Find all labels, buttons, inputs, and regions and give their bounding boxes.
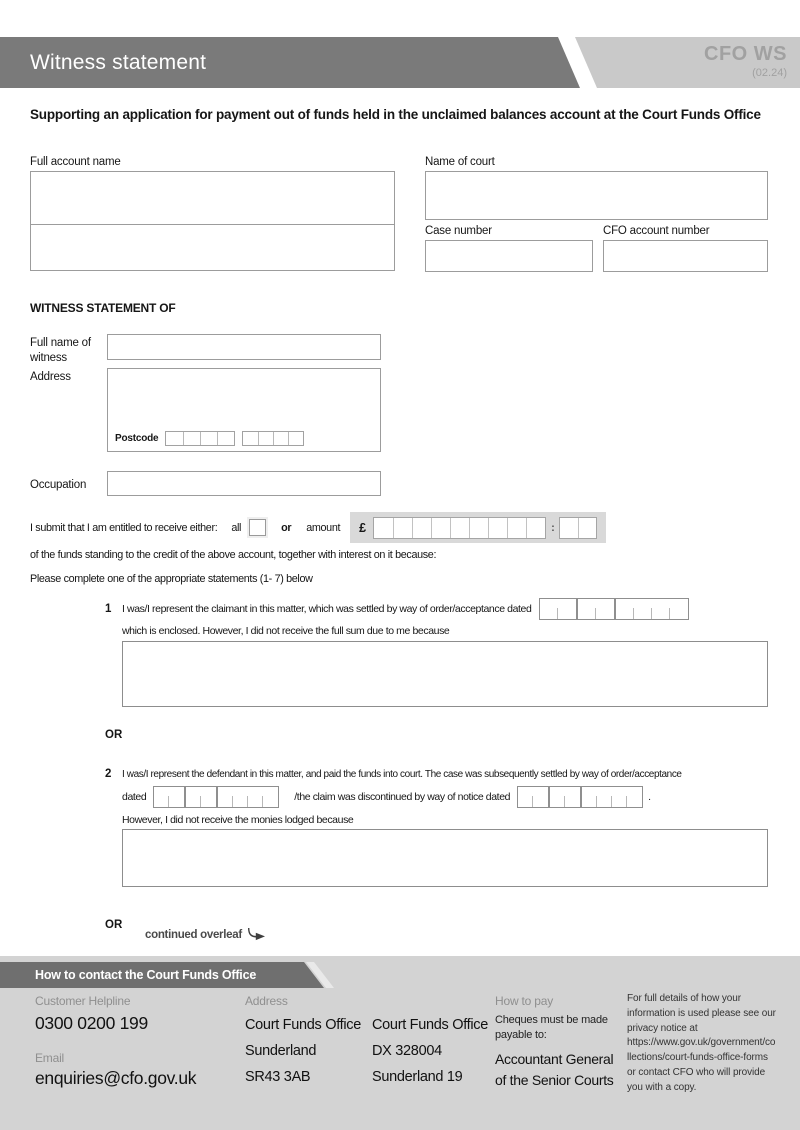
or-label: or <box>281 521 292 534</box>
email-address: enquiries@cfo.gov.uk <box>35 1068 197 1088</box>
or-separator-1: OR <box>105 729 123 741</box>
statement-2-settled-date-field[interactable] <box>153 786 279 808</box>
case-number-label: Case number <box>425 225 492 237</box>
amount-pence-field[interactable] <box>559 517 597 539</box>
form-subtitle: Supporting an application for payment out of funds held in the unclaimed balances account at the Court Funds Office <box>30 107 761 122</box>
or-separator-2: OR <box>105 919 123 931</box>
statement-2-number: 2 <box>105 768 112 780</box>
address-column-label: Address <box>245 994 288 1008</box>
postcode-row <box>115 431 304 446</box>
statement-2-text-1: I was/I represent the defendant in this matter, and paid the funds into court. The case was subsequently settled by way of order/acceptance <box>122 768 682 780</box>
full-account-name-field[interactable] <box>30 171 395 271</box>
postal-address-line: Court Funds Office <box>245 1017 362 1033</box>
statement-1-text-2: which is enclosed. However, I did not receive the full sum due to me because <box>122 625 450 637</box>
amount-pounds-field[interactable] <box>373 517 546 539</box>
dx-address-line: Sunderland 19 <box>372 1069 463 1085</box>
page-title: Witness statement <box>30 50 207 74</box>
full-name-of-witness-label: Full name of witness <box>30 337 91 364</box>
form-version: (02.24) <box>752 67 787 79</box>
pay-note: Cheques must be made payable to: <box>495 1014 608 1041</box>
form-code-block <box>704 43 787 79</box>
payee-name: Accountant General of the Senior Courts <box>495 1051 614 1088</box>
entitlement-intro: I submit that I am entitled to receive either: <box>30 521 218 534</box>
footer-helpline-column <box>35 994 196 1089</box>
occupation-label: Occupation <box>30 479 87 491</box>
footer-pay-column <box>495 994 615 1091</box>
footer <box>0 956 800 1130</box>
footer-dx-address-column <box>372 1012 488 1090</box>
full-name-of-witness-field[interactable] <box>107 334 381 360</box>
statement-2-dated-label: dated <box>122 791 147 803</box>
statement-2-line-1 <box>105 763 682 785</box>
cfo-account-number-label: CFO account number <box>603 225 710 237</box>
helpline-label: Customer Helpline <box>35 994 131 1008</box>
full-account-name-divider <box>31 224 394 225</box>
continued-overleaf-note <box>145 928 266 941</box>
continued-overleaf-text: continued overleaf <box>145 928 242 941</box>
postcode-outward-field[interactable] <box>165 431 235 446</box>
statement-1-text-1: I was/I represent the claimant in this matter, which was settled by way of order/acceptance dated <box>122 603 532 615</box>
header-banner <box>0 37 800 88</box>
name-of-court-field[interactable] <box>425 171 768 220</box>
statement-1-line-1 <box>105 598 689 620</box>
postal-address-line: SR43 3AB <box>245 1069 311 1085</box>
name-of-court-label: Name of court <box>425 156 495 168</box>
statement-2-notice-date-field[interactable] <box>517 786 643 808</box>
footer-banner-row <box>0 962 800 988</box>
amount-label: amount <box>306 521 341 534</box>
footer-address-column <box>245 994 361 1090</box>
postcode-label: Postcode <box>115 433 159 444</box>
statement-2-line-3 <box>122 809 353 831</box>
email-label: Email <box>35 1051 65 1065</box>
case-number-field[interactable] <box>425 240 593 272</box>
address-label: Address <box>30 371 71 383</box>
statement-2-text-middle: /the claim was discontinued by way of notice dated <box>294 791 511 803</box>
statement-2-line-2 <box>122 786 651 808</box>
statement-1-reason-field[interactable] <box>122 641 768 707</box>
postcode-inward-field[interactable] <box>242 431 304 446</box>
address-field[interactable] <box>107 368 381 452</box>
dx-address-line: Court Funds Office <box>372 1017 489 1033</box>
postal-address <box>245 1012 361 1090</box>
amount-panel <box>350 512 606 543</box>
privacy-note: For full details of how your information is used please see our privacy notice at https://www.gov.uk/government/collections/court-funds-office-forms or contact CFO who will provide you with a copy. <box>627 993 776 1093</box>
form-code: CFO WS <box>704 43 787 65</box>
dx-address-line: DX 328004 <box>372 1043 442 1059</box>
entitlement-row <box>30 512 606 543</box>
postal-address-line: Sunderland <box>245 1043 317 1059</box>
cfo-account-number-field[interactable] <box>603 240 768 272</box>
statement-1-number: 1 <box>105 603 112 615</box>
pence-separator: : <box>551 521 555 534</box>
full-account-name-label: Full account name <box>30 156 121 168</box>
statement-2-reason-field[interactable] <box>122 829 768 887</box>
footer-privacy-column <box>627 992 777 1096</box>
currency-symbol: £ <box>359 520 367 535</box>
entitlement-continuation: of the funds standing to the credit of the above account, together with interest on it because: <box>30 549 437 561</box>
helpline-number: 0300 0200 199 <box>35 1013 148 1033</box>
occupation-field[interactable] <box>107 471 381 496</box>
statement-2-period: . <box>648 791 651 803</box>
statement-2-text-3: However, I did not receive the monies lodged because <box>122 814 354 826</box>
all-checkbox[interactable] <box>249 519 266 536</box>
continued-overleaf-arrow-icon <box>248 928 266 941</box>
statement-1-date-field[interactable] <box>539 598 689 620</box>
all-label: all <box>231 521 242 534</box>
footer-banner-title: How to contact the Court Funds Office <box>35 968 257 982</box>
dx-address <box>372 1012 488 1090</box>
witness-statement-heading: WITNESS STATEMENT OF <box>30 301 176 315</box>
statements-instruction: Please complete one of the appropriate statements (1- 7) below <box>30 573 313 585</box>
statement-1-line-2 <box>122 620 449 642</box>
how-to-pay-label: How to pay <box>495 994 554 1008</box>
